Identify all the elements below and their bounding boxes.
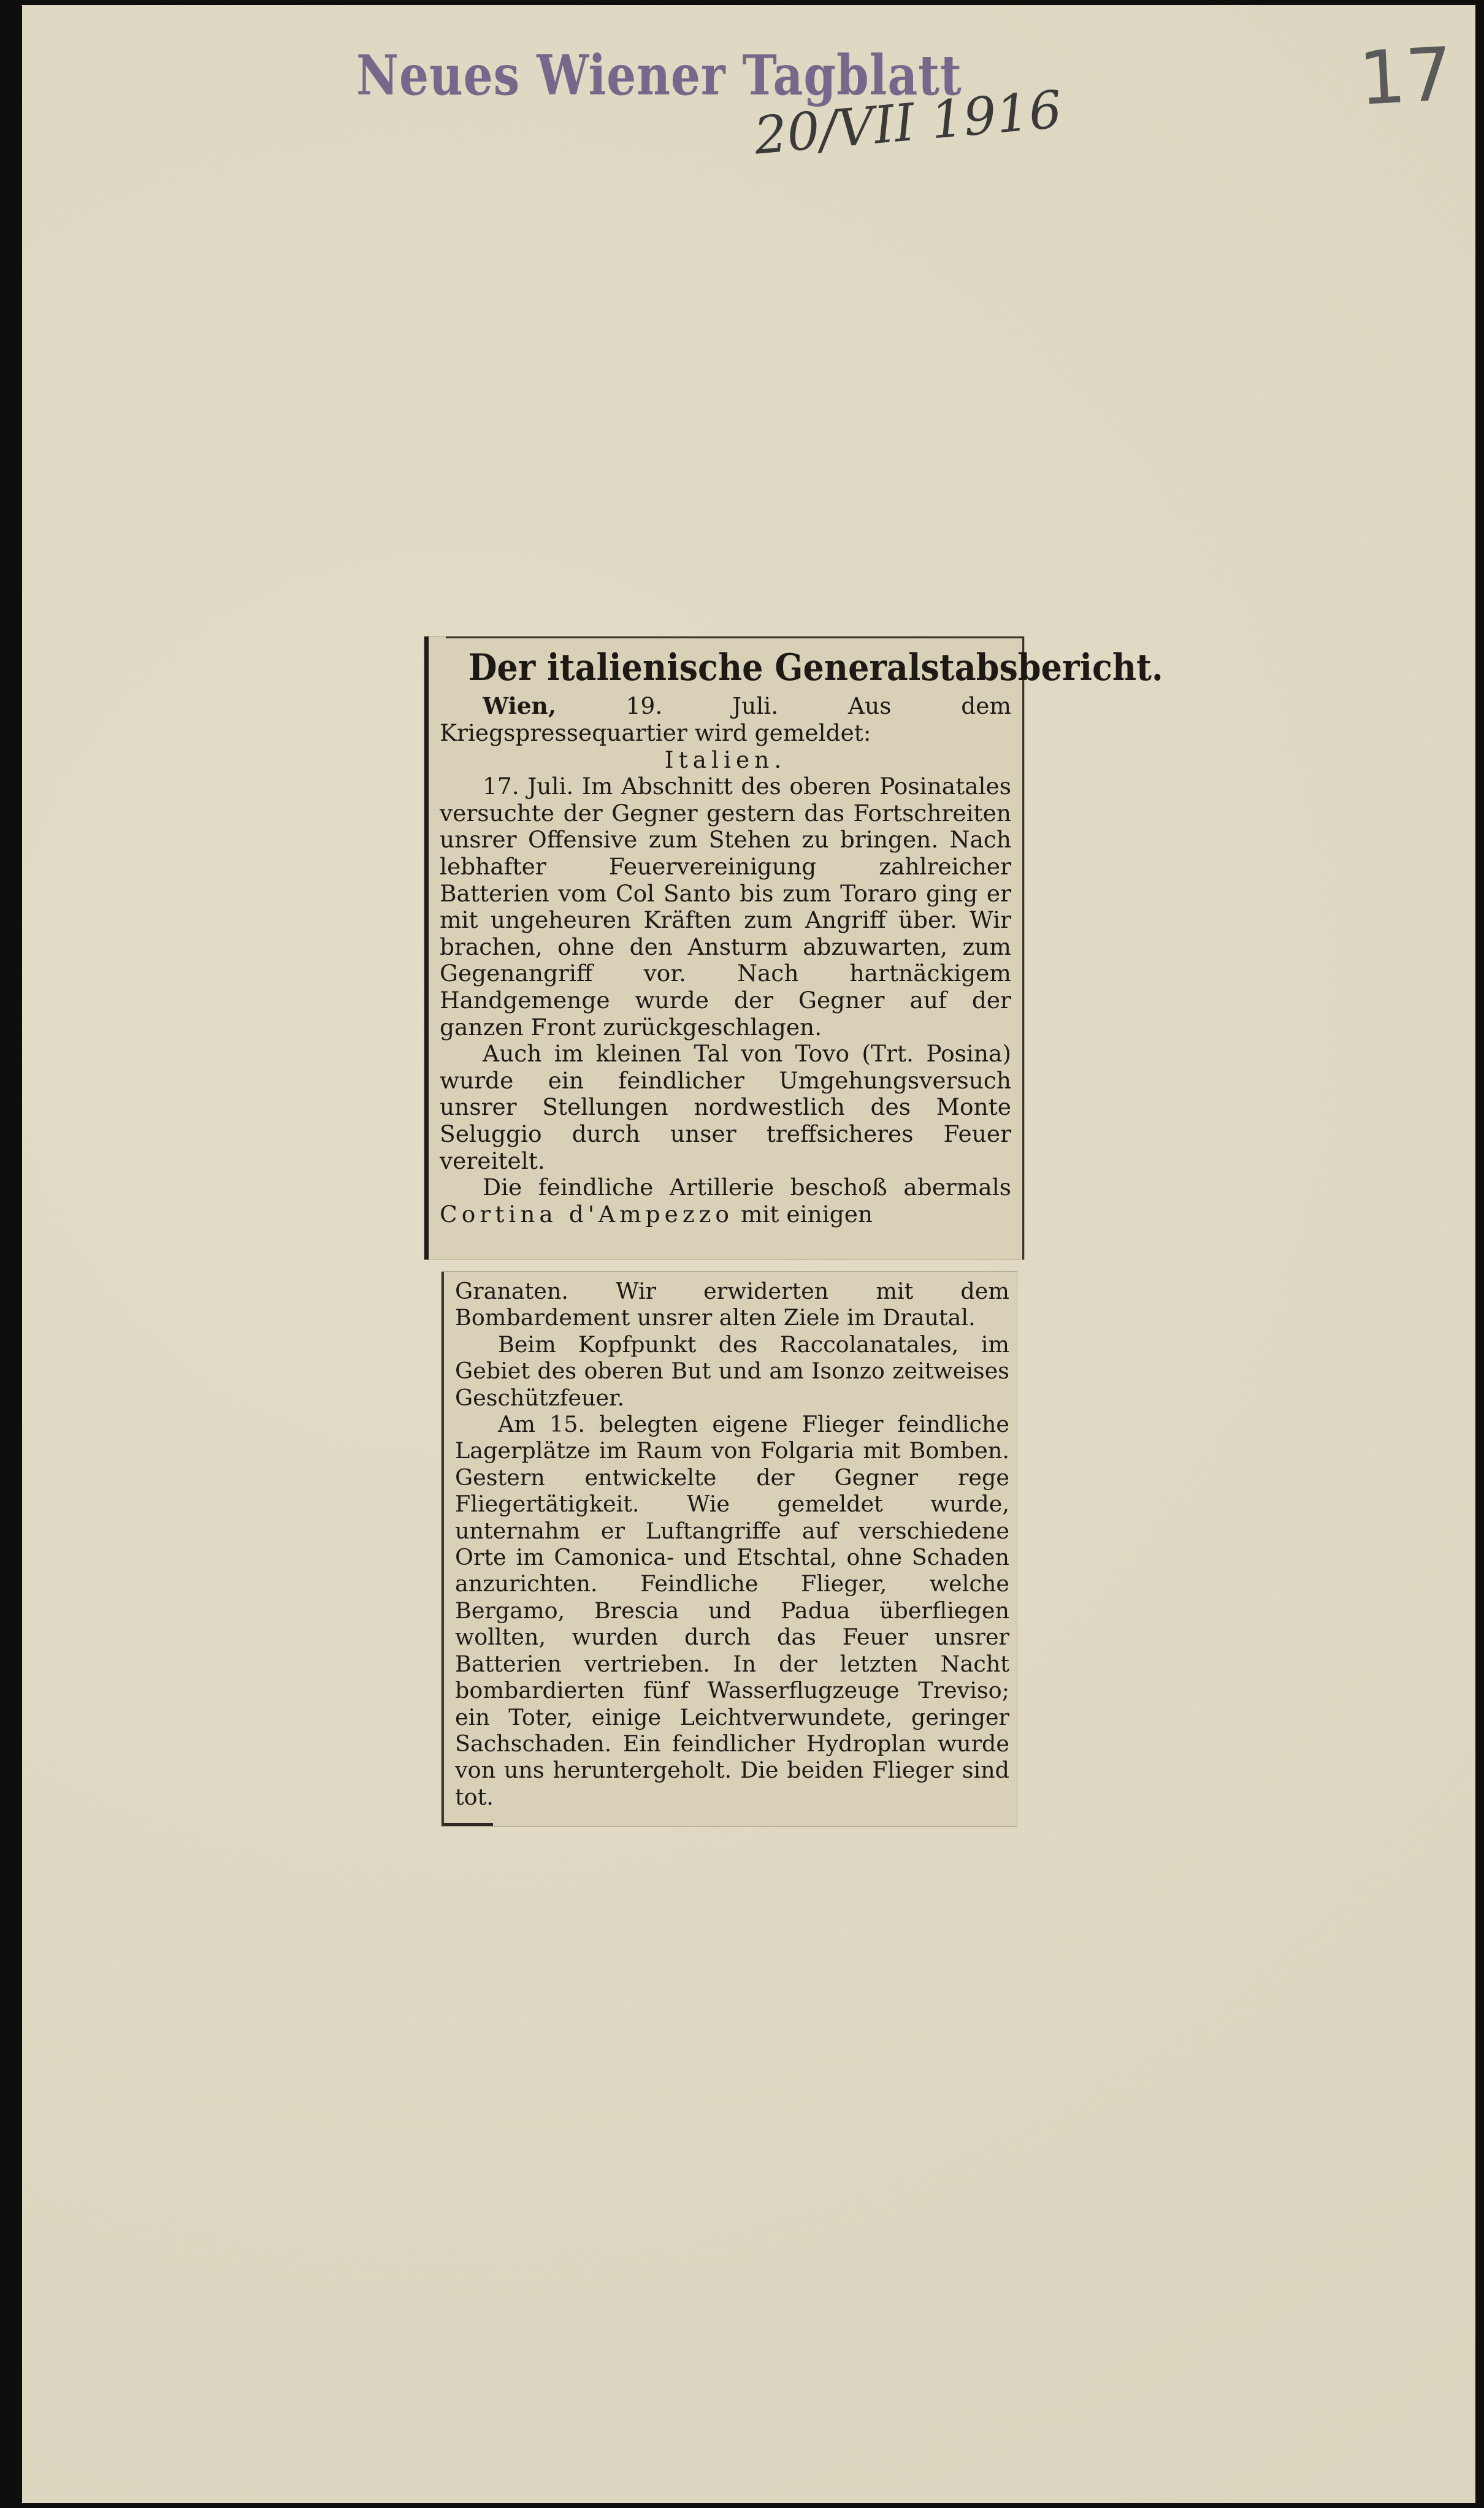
artillery-tail: mit einigen — [740, 1200, 873, 1228]
paragraph: Am 15. belegten eigene Flieger feindliche Lagerplätze im Raum von Folgaria mit Bomben. Gestern entwickelte der Gegner rege Fliegertätigkeit. Wie gemeldet wurde, unternahm er Luftangriffe auf verschiedene Orte im Camonica- und Etschtal, ohne Schaden anzurichten. Feindliche Flieger, welche Bergamo, Brescia und Padua überfliegen wollten, wurden durch das Feuer unsrer Batterien vertrieben. In der letzten Nacht bombardierten fünf Wasserflugzeuge Treviso; ein Toter, einige Leichtverwundete, geringer Sachschaden. Ein feindlicher Hydroplan wurde von uns heruntergeholt. Die beiden Flieger sind tot. — [455, 1411, 1009, 1810]
folio-number: 17 — [1356, 32, 1455, 122]
article-dateline-date: 19. Juli. — [625, 692, 779, 719]
paragraph: Beim Kopfpunkt des Raccolanatales, im Gebiet des oberen But und am Isonzo zeitweises Geschützfeuer. — [455, 1331, 1009, 1411]
paragraph: Granaten. Wir erwiderten mit dem Bombardement unsrer alten Ziele im Drautal. — [455, 1278, 1009, 1331]
archive-sheet — [22, 5, 1475, 2503]
paragraph: Auch im kleinen Tal von Tovo (Trt. Posina) wurde ein feindlicher Umgehungsversuch unsrer Stellungen nordwestlich des Monte Seluggio durch unser treffsicheres Feuer vereitelt. — [440, 1040, 1011, 1174]
article-dateline: Wien, — [483, 692, 556, 719]
handwritten-date: 20/VII 1916 — [752, 79, 1065, 166]
artillery-lead: Die feindliche Artillerie beschoß abermals — [483, 1174, 1011, 1201]
article-headline: Der italienische Generalstabsbericht. — [468, 646, 1163, 689]
paragraph-artillery — [440, 1174, 1011, 1228]
article-intro — [440, 693, 1011, 746]
clipping-part-1 — [424, 637, 1163, 1260]
article-intro-text: Aus dem Kriegspressequartier wird gemeldet: — [440, 692, 1012, 746]
paragraph: 17. Juli. Im Abschnitt des oberen Posinatales versuchte der Gegner gestern das Fortschreiten unsrer Offensive zum Stehen zu bringen. Nach lebhafter Feuervereinigung zahlreicher Batterien vom Col Santo bis zum Toraro ging er mit ungeheuren Kräften zum Angriff über. Wir brachen, ohne den Ansturm abzuwarten, zum Gegenangriff vor. Nach hartnäckigem Handgemenge wurde der Gegner auf der ganzen Front zurückgeschlagen. — [440, 773, 1011, 1041]
place-name: Cortina d'Ampezzo — [440, 1200, 733, 1228]
clipping-part-2 — [442, 1272, 1017, 1826]
section-heading: Italien. — [664, 746, 787, 774]
newspaper-name-stamp: Neues Wiener Tagblatt — [356, 43, 962, 108]
